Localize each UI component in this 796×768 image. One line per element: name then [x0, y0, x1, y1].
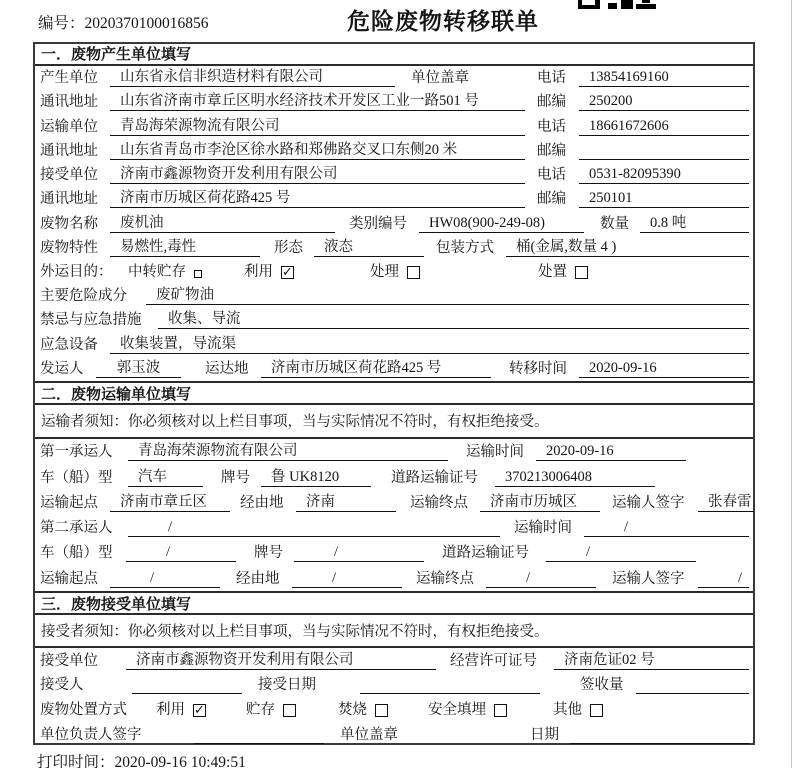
section-title: 一．废物产生单位填写 [35, 44, 753, 66]
checkbox-label: 贮存 [246, 702, 275, 719]
print-time-label: 打印时间： [37, 754, 115, 768]
checkbox-checked-icon: ✓ [194, 703, 205, 719]
field-value [570, 726, 749, 744]
field-value [110, 89, 525, 111]
checkbox-empty-icon [575, 266, 588, 279]
field-text: 济南市章丘区 [120, 493, 207, 510]
form-row [35, 565, 753, 590]
field-label: 邮编 [537, 142, 566, 159]
field-label: 废物处置方式 [40, 702, 127, 719]
field-label: 主要危险成分 [40, 288, 127, 305]
form-row [35, 464, 753, 489]
field-text: 收集、导流 [168, 311, 241, 328]
field-value [698, 570, 749, 588]
checkbox-empty-icon [283, 704, 296, 717]
field-value [554, 648, 749, 670]
field-text: 鲁 UK8120 [271, 468, 340, 485]
field-label: 道路运输证号 [391, 469, 478, 486]
checkbox-label: 安全填埋 [428, 702, 486, 719]
field-label: 运输起点 [40, 570, 98, 587]
field-value [579, 360, 749, 378]
field-text: 370213006408 [505, 468, 592, 485]
field-text: 济南市历城区 [490, 493, 577, 510]
field-label: 邮编 [537, 191, 566, 208]
form-row [35, 439, 753, 464]
field-value [480, 490, 600, 512]
field-value [579, 69, 749, 87]
field-label: 通讯地址 [40, 191, 98, 208]
section-title: 二．废物运输单位填写 [35, 381, 753, 405]
field-value [110, 235, 260, 257]
qr-block [621, 0, 633, 9]
form-row [35, 260, 753, 284]
field-label: 经营许可证号 [450, 652, 537, 669]
field-value [146, 283, 749, 305]
field-value [536, 443, 686, 461]
field-value [579, 190, 749, 208]
field-text: / [332, 569, 337, 586]
field-label: 运输终点 [416, 570, 474, 587]
field-label: 运输起点 [40, 494, 98, 511]
field-value [292, 570, 402, 588]
field-value [486, 570, 596, 588]
field-value [96, 356, 181, 378]
field-value [110, 65, 395, 87]
field-text: 2020-09-16 [589, 359, 657, 376]
field-label: 通讯地址 [40, 142, 98, 159]
checkbox-option [553, 698, 603, 719]
field-text: 山东省济南市章丘区明水经济技术开发区工业一路501 号 [120, 93, 479, 110]
field-value [261, 465, 371, 487]
field-text: 山东省永信非织造材料有限公司 [120, 69, 323, 86]
qr-code-fragment-icon [578, 0, 658, 9]
checkbox-option [156, 698, 206, 719]
form-row [35, 90, 753, 114]
field-value [194, 726, 324, 744]
field-label: 日期 [530, 726, 559, 743]
form-row [35, 648, 753, 673]
field-text: 250200 [589, 93, 633, 110]
field-label: 运输时间 [466, 444, 524, 461]
checkbox-option [128, 260, 202, 281]
field-label: 运输单位 [40, 118, 98, 135]
field-label: 车（船）型 [40, 545, 113, 562]
checkbox-empty-icon [194, 270, 202, 278]
field-label: 单位盖章 [340, 726, 398, 743]
field-text: 青岛海荣源物流有限公司 [138, 443, 298, 460]
checkbox-option [246, 698, 296, 719]
field-value [495, 469, 655, 487]
checkbox-label: 其他 [553, 702, 582, 719]
field-text: 济南市鑫源物资开发利用有限公司 [120, 166, 338, 183]
field-value [261, 356, 491, 378]
field-value [314, 235, 424, 257]
field-value [110, 490, 230, 512]
field-label: 运输时间 [514, 520, 572, 537]
field-text: 2020-09-16 [546, 443, 614, 460]
form-row [35, 357, 753, 381]
field-label: 电话 [537, 118, 566, 135]
field-value [546, 544, 696, 562]
field-label: 接受人 [40, 677, 84, 694]
field-text: / [526, 569, 531, 586]
form-row [35, 163, 753, 187]
checkbox-label: 处理 [370, 263, 399, 280]
field-value [128, 465, 203, 487]
field-value [110, 138, 525, 160]
field-label: 接受日期 [258, 677, 316, 694]
checkbox-checked-icon: ✓ [282, 264, 293, 280]
field-label: 应急设备 [40, 336, 98, 353]
manifest-sections [35, 44, 753, 747]
page-edge-line [791, 0, 792, 768]
checkbox-label: 处置 [538, 263, 567, 280]
field-text: / [166, 544, 171, 561]
form-row [35, 540, 753, 565]
field-label: 邮编 [537, 94, 566, 111]
field-label: 转移时间 [509, 360, 567, 377]
field-value [640, 211, 749, 233]
field-text: / [586, 544, 591, 561]
field-value [579, 142, 749, 160]
form-title: 危险废物转移联单 [347, 9, 539, 34]
checkbox-label: 利用 [244, 263, 273, 280]
form-number-value: 2020370100016856 [84, 15, 209, 32]
field-text: 青岛海荣源物流有限公司 [120, 117, 280, 134]
form-row [35, 66, 753, 90]
field-label: 形态 [274, 239, 303, 256]
field-label: 签收量 [580, 677, 624, 694]
field-value [579, 166, 749, 184]
field-value [579, 118, 749, 136]
field-text: 13854169160 [589, 69, 669, 86]
field-label: 接受单位 [40, 652, 98, 669]
field-text: 废机油 [120, 214, 164, 231]
field-text: 济南市历城区荷花路425 号 [120, 190, 291, 207]
field-value [506, 235, 749, 257]
checkbox-empty-icon [494, 704, 507, 717]
section-producer [35, 44, 753, 381]
checkbox-option [428, 698, 507, 719]
qr-block [582, 0, 595, 5]
qr-block [636, 4, 656, 9]
field-value [128, 519, 500, 537]
field-text: 济南市历城区荷花路425 号 [271, 359, 442, 376]
checkbox-empty-icon [407, 266, 420, 279]
form-row [35, 673, 753, 698]
section-title: 三．废物接受单位填写 [35, 591, 753, 615]
field-label: 道路运输证号 [442, 545, 529, 562]
field-text: / [150, 569, 155, 586]
field-text: 易燃性,毒性 [120, 238, 197, 255]
field-label: 运输人签字 [612, 570, 685, 587]
field-label: 数量 [600, 215, 629, 232]
field-label: 牌号 [221, 469, 250, 486]
field-value [132, 676, 242, 694]
section-note: 运输者须知：你必须核对以上栏目事项，当与实际情况不符时，有权拒绝接受。 [35, 405, 753, 439]
field-label: 电话 [537, 167, 566, 184]
form-row [35, 308, 753, 332]
checkbox-empty-icon [375, 704, 388, 717]
qr-block [608, 3, 617, 9]
field-value [579, 93, 749, 111]
print-time-value: 2020-09-16 10:49:51 [114, 754, 246, 768]
field-label: 外运目的： [40, 263, 113, 280]
field-text: HW08(900-249-08) [429, 214, 545, 231]
checkbox-label: 利用 [156, 702, 185, 719]
section-note: 接受者须知：你必须核对以上栏目事项，当与实际情况不符时，有权拒绝接受。 [35, 615, 753, 648]
field-text: 郭玉波 [116, 359, 161, 376]
field-text: 济南市鑫源物资开发利用有限公司 [136, 651, 354, 668]
field-label: 运输终点 [410, 494, 468, 511]
form-row [35, 284, 753, 308]
field-label: 废物特性 [40, 239, 98, 256]
field-label: 经由地 [240, 494, 284, 511]
form-row [35, 114, 753, 138]
field-value [419, 215, 584, 233]
field-text: 18661672606 [589, 117, 669, 134]
field-text: 废矿物油 [156, 287, 214, 304]
field-label: 通讯地址 [40, 94, 98, 111]
field-value [110, 570, 220, 588]
form-row [35, 187, 753, 211]
field-label: 包装方式 [436, 239, 494, 256]
field-text: 桶(金属,数量 4 ) [516, 238, 617, 255]
form-row [35, 211, 753, 235]
field-value [158, 307, 749, 329]
field-value [296, 490, 396, 512]
field-value [636, 676, 749, 694]
field-label: 废物名称 [40, 215, 98, 232]
field-value [110, 186, 525, 208]
field-text: 250101 [589, 190, 633, 207]
field-label: 第二承运人 [40, 520, 113, 537]
manifest-table [33, 42, 755, 745]
field-label: 禁忌与应急措施 [40, 312, 142, 329]
field-label: 运达地 [205, 360, 249, 377]
field-text: 液态 [324, 238, 353, 255]
field-value [126, 648, 436, 670]
checkbox-empty-icon [590, 704, 603, 717]
field-text: / [624, 519, 629, 536]
field-label: 产生单位 [40, 70, 98, 87]
field-text: 山东省青岛市李沧区徐水路和郑佛路交叉口东侧20 米 [120, 141, 458, 158]
form-row [35, 236, 753, 260]
field-label: 类别编号 [349, 215, 407, 232]
field-value [128, 439, 448, 461]
field-text: 0531-82095390 [589, 166, 681, 183]
field-label: 运输人签字 [612, 494, 685, 511]
checkbox-option [244, 260, 294, 281]
section-receiver [35, 591, 753, 747]
field-text: 0.8 吨 [650, 214, 687, 231]
field-value [360, 676, 540, 694]
field-label: 牌号 [254, 545, 283, 562]
field-value [294, 544, 424, 562]
field-text: / [738, 569, 743, 586]
field-label: 单位盖章 [411, 70, 469, 87]
field-value [698, 490, 754, 512]
field-value [126, 544, 236, 562]
form-row [35, 332, 753, 356]
field-label: 接受单位 [40, 167, 98, 184]
field-text: 济南危证02 号 [564, 651, 655, 668]
field-text: / [334, 544, 339, 561]
field-text: 张春雷 [708, 493, 752, 510]
form-row [35, 139, 753, 163]
qr-block [642, 0, 650, 3]
checkbox-label: 焚烧 [338, 702, 367, 719]
field-value [110, 211, 335, 233]
checkbox-option [338, 698, 388, 719]
field-value [110, 332, 749, 354]
form-row [35, 722, 753, 747]
field-text: / [168, 519, 173, 536]
field-text: 汽车 [138, 468, 167, 485]
checkbox-option [538, 260, 588, 281]
field-text: 收集装置，导流渠 [120, 335, 236, 352]
field-label: 单位负责人签字 [40, 726, 142, 743]
field-value [110, 114, 525, 136]
form-row [35, 515, 753, 540]
print-time [37, 750, 246, 768]
section-transporter [35, 381, 753, 591]
field-value [584, 519, 749, 537]
field-text: 济南 [306, 493, 335, 510]
field-label: 第一承运人 [40, 444, 113, 461]
field-label: 经由地 [236, 570, 280, 587]
checkbox-option [370, 260, 420, 281]
field-value [110, 162, 525, 184]
checkbox-label: 中转贮存 [128, 263, 186, 280]
field-label: 车（船）型 [40, 469, 113, 486]
field-label: 发运人 [40, 360, 84, 377]
form-row [35, 490, 753, 515]
field-label: 电话 [537, 70, 566, 87]
form-row [35, 697, 753, 722]
form-number-label: 编号： [38, 15, 85, 32]
